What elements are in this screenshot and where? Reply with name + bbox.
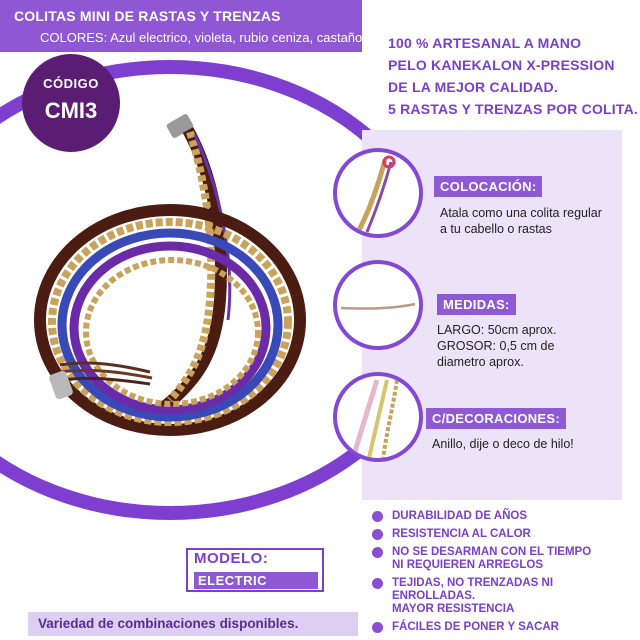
intro-line: DE LA MEJOR CALIDAD.: [388, 79, 558, 95]
code-label: CÓDIGO: [43, 76, 99, 91]
features-list: [372, 510, 634, 639]
intro-block: [388, 32, 638, 120]
footer-banner: Variedad de combinaciones disponibles.: [28, 612, 358, 636]
intro-line: PELO KANEKALON X-PRESSION: [388, 57, 615, 73]
code-badge: [22, 54, 120, 152]
code-value: CMI3: [44, 98, 98, 123]
bullet-icon: [372, 578, 383, 589]
product-image: [20, 110, 340, 500]
bullet-icon: [372, 511, 383, 522]
list-item: [372, 546, 634, 572]
intro-line: 100 % ARTESANAL A MANO: [388, 35, 582, 51]
section-label: COLOCACIÓN:: [434, 176, 542, 197]
list-item: [372, 528, 634, 541]
list-item: [372, 621, 634, 634]
feature-text: NO SE DESARMAN CON EL TIEMPO NI REQUIEREN ARREGLOS: [392, 546, 592, 571]
list-item: [372, 510, 634, 523]
feature-text: DURABILIDAD DE AÑOS: [392, 510, 528, 522]
colors-line: COLORES: Azul electrico, violeta, rubio ceniza, castaño: [40, 30, 363, 45]
intro-line: 5 RASTAS Y TRENZAS POR COLITA.: [388, 101, 638, 117]
model-value: ELECTRIC: [194, 572, 318, 589]
feature-text: TEJIDAS, NO TRENZADAS NI ENROLLADAS. MAYOR RESISTENCIA: [392, 577, 554, 615]
bullet-icon: [372, 529, 383, 540]
page-title: COLITAS MINI DE RASTAS Y TRENZAS: [14, 8, 281, 24]
section-label: MEDIDAS:: [437, 294, 516, 315]
section-text: LARGO: 50cm aprox. GROSOR: 0,5 cm de diametro aprox.: [437, 323, 557, 369]
section-label: C/DECORACIONES:: [426, 408, 566, 429]
list-item: [372, 577, 634, 616]
placement-image: [333, 148, 423, 238]
decorations-image: [333, 372, 423, 462]
bullet-icon: [372, 622, 383, 633]
feature-text: RESISTENCIA AL CALOR: [392, 528, 531, 540]
measures-image: [333, 260, 423, 350]
bullet-icon: [372, 547, 383, 558]
model-label: MODELO:: [194, 550, 269, 567]
feature-text: FÁCILES DE PONER Y SACAR: [392, 621, 559, 633]
section-text: Atala como una colita regular a tu cabello o rastas: [440, 206, 602, 236]
section-text: Anillo, dije o deco de hilo!: [432, 437, 574, 451]
